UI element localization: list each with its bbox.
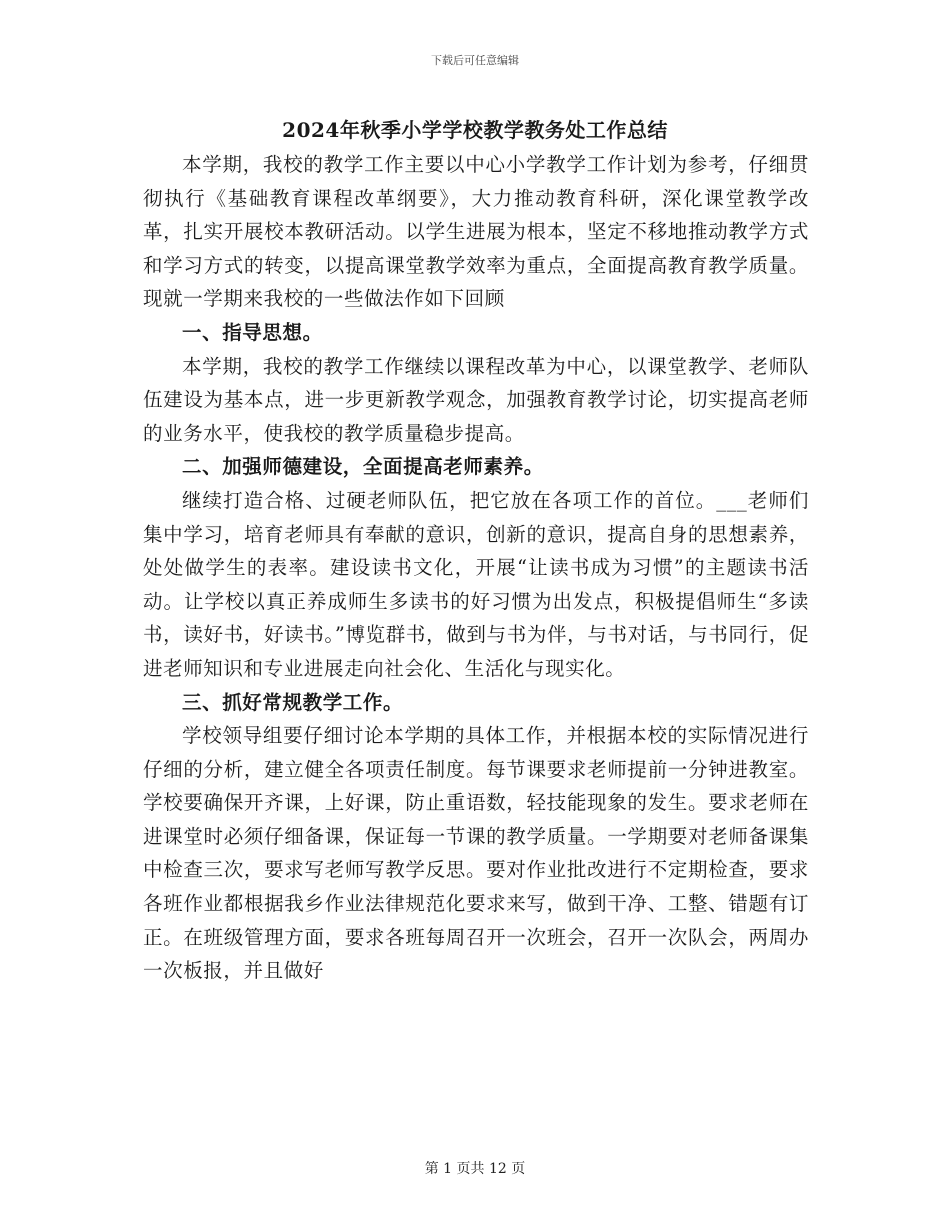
paragraph-guiding-ideology: 本学期，我校的教学工作继续以课程改革为中心，以课堂教学、老师队伍建设为基本点，进一步更新教学观念，加强教育教学讨论，切实提高老师的业务水平，使我校的教学质量稳步提高。	[143, 354, 809, 445]
document-body	[143, 148, 809, 988]
section-heading-guiding-ideology: 一、指导思想。	[182, 320, 323, 344]
paragraph-intro: 本学期，我校的教学工作主要以中心小学教学工作计划为参考，仔细贯彻执行《基础教育课程改革纲要》，大力推动教育科研，深化课堂教学改革，扎实开展校本教研活动。以学生进展为根本，坚定不移地推动教学方式和学习方式的转变，以提高课堂教学效率为重点，全面提高教育教学质量。现就一学期来我校的一些做法作如下回顾	[143, 153, 809, 311]
paragraph-teacher-ethics: 继续打造合格、过硬老师队伍，把它放在各项工作的首位。___老师们集中学习，培育老师具有奉献的意识，创新的意识，提高自身的思想素养，处处做学生的表率。建设读书文化，开展“让读书成为习惯”的主题读书活动。让学校以真正养成师生多读书的好习惯为出发点，积极提倡师生“多读书，读好书，好读书。”博览群书，做到与书为伴，与书对话，与书同行，促进老师知识和专业进展走向社会化、生活化与现实化。	[143, 488, 809, 680]
document-title: 2024年秋季小学学校教学教务处工作总结	[282, 118, 668, 142]
page-number: 第 1 页共 12 页	[424, 1161, 526, 1177]
section-heading-routine-teaching: 三、抓好常规教学工作。	[182, 690, 404, 714]
section-heading-teacher-ethics: 二、加强师德建设，全面提高老师素养。	[182, 455, 544, 479]
header-note: 下载后可任意编辑	[431, 54, 519, 67]
paragraph-routine-teaching: 学校领导组要仔细讨论本学期的具体工作，并根据本校的实际情况进行仔细的分析，建立健全各项责任制度。每节课要求老师提前一分钟进教室。学校要确保开齐课，上好课，防止重语数，轻技能现象的发生。要求老师在进课堂时必须仔细备课，保证每一节课的教学质量。一学期要对老师备课集中检查三次，要求写老师写教学反思。要对作业批改进行不定期检查，要求各班作业都根据我乡作业法律规范化要求来写，做到干净、工整、错题有订正。在班级管理方面，要求各班每周召开一次班会，召开一次队会，两周办一次板报，并且做好	[143, 724, 809, 983]
